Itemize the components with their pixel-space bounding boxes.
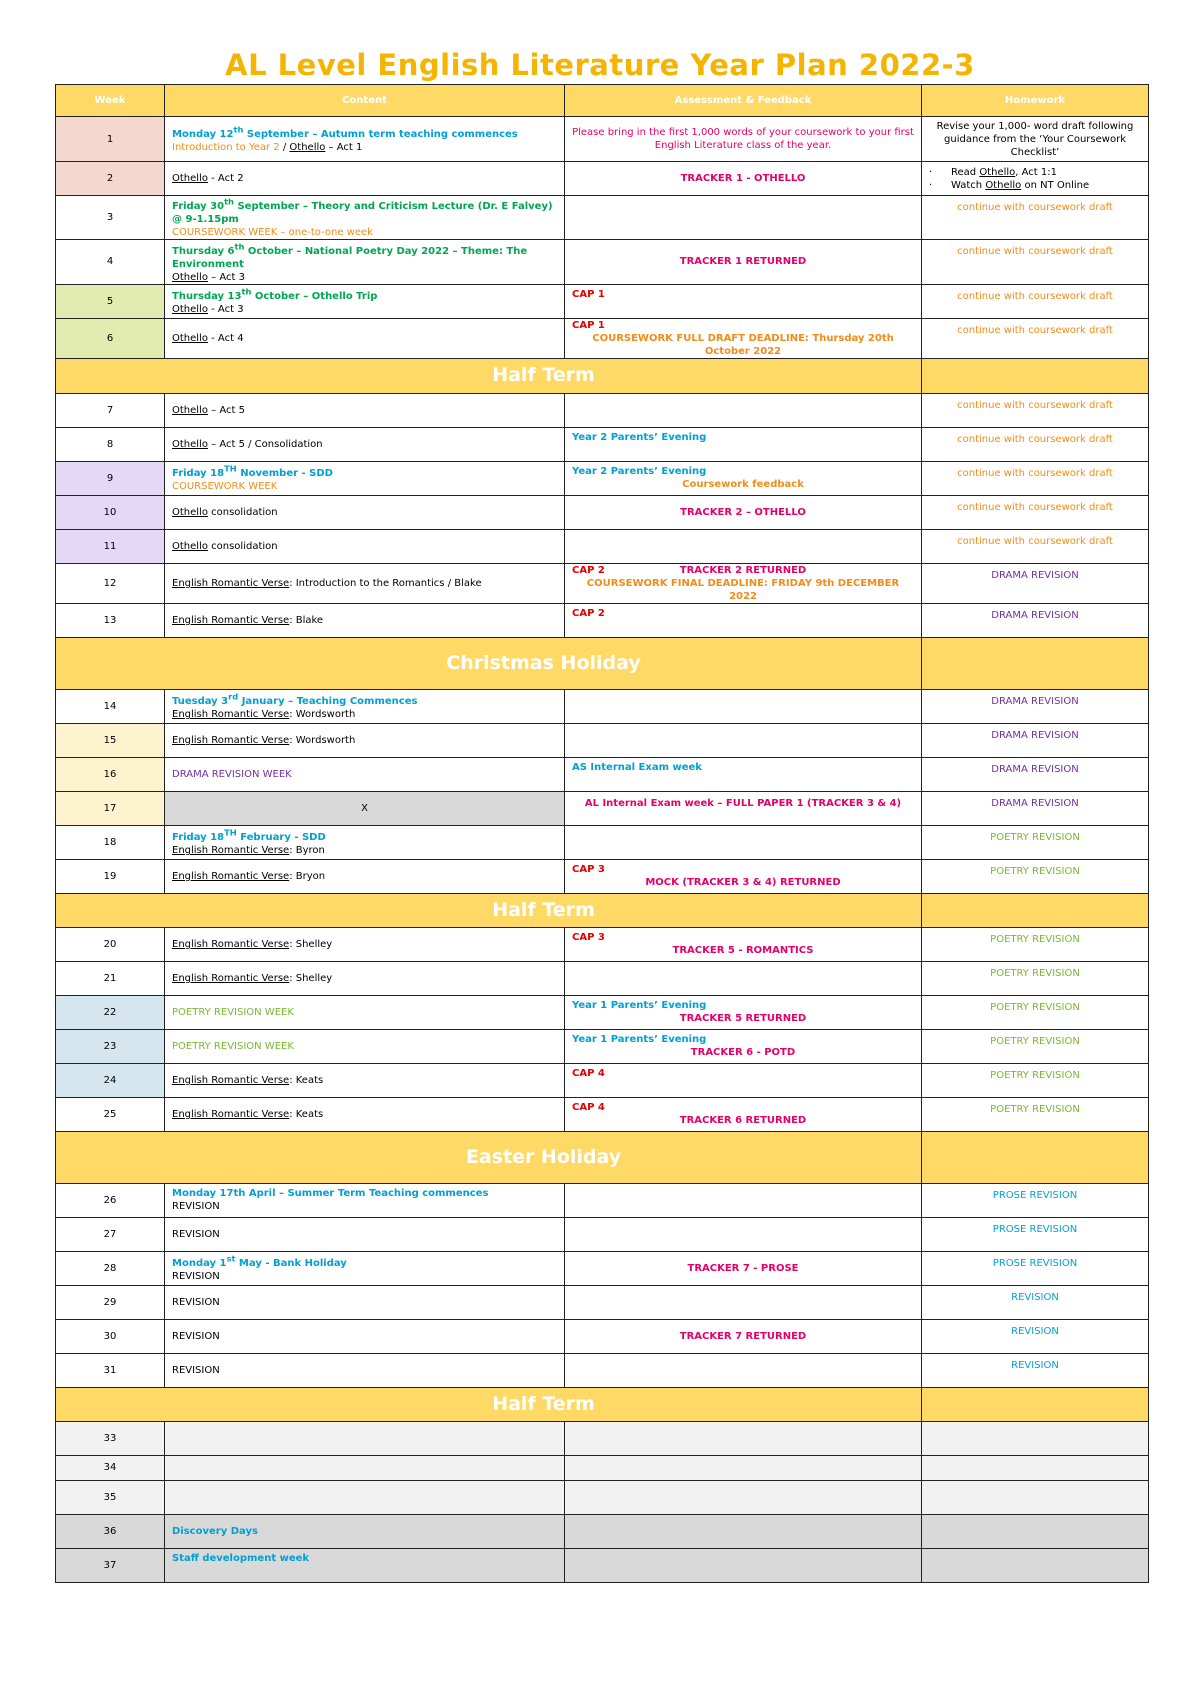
homework-cell: POETRY REVISION <box>922 1097 1149 1131</box>
week-number: 11 <box>56 529 165 563</box>
content-event: Monday 12th September – Autumn term teaching commences <box>172 124 518 141</box>
content-cell: Friday 18TH November - SDD COURSEWORK WEEK <box>165 461 565 495</box>
assessment-cell <box>565 1548 922 1582</box>
table-row <box>56 791 1149 825</box>
assessment-cell <box>565 196 922 240</box>
table-row <box>56 284 1149 318</box>
table-row <box>56 825 1149 859</box>
content-cell: REVISION <box>165 1319 565 1353</box>
homework-cell: REVISION <box>922 1319 1149 1353</box>
break-label: Half Term <box>56 1387 922 1421</box>
week-number: 26 <box>56 1183 165 1217</box>
week-number: 9 <box>56 461 165 495</box>
table-row <box>56 603 1149 637</box>
half-term-row <box>56 358 1149 393</box>
assessment-cell: CAP 3 TRACKER 5 - ROMANTICS <box>565 927 922 961</box>
break-label: Half Term <box>56 893 922 927</box>
homework-cell <box>922 162 1149 196</box>
assessment-cell <box>565 529 922 563</box>
content-cell: Othello consolidation <box>165 495 565 529</box>
content-cell: English Romantic Verse: Keats <box>165 1097 565 1131</box>
header-week: Week <box>56 85 165 117</box>
table-row <box>56 196 1149 240</box>
assessment-cell: AS Internal Exam week <box>565 757 922 791</box>
assessment-cell: CAP 3 MOCK (TRACKER 3 & 4) RETURNED <box>565 859 922 893</box>
table-row <box>56 1421 1149 1455</box>
week-number: 30 <box>56 1319 165 1353</box>
homework-cell <box>922 1548 1149 1582</box>
table-row <box>56 689 1149 723</box>
homework-cell: POETRY REVISION <box>922 825 1149 859</box>
assessment-cell <box>565 1480 922 1514</box>
assessment-cell: CAP 4 <box>565 1063 922 1097</box>
break-label: Easter Holiday <box>56 1131 922 1183</box>
week-number: 5 <box>56 284 165 318</box>
content-cell: English Romantic Verse: Introduction to the Romantics / Blake <box>165 563 565 603</box>
table-row <box>56 495 1149 529</box>
table-row <box>56 1029 1149 1063</box>
table-row <box>56 1480 1149 1514</box>
table-row <box>56 723 1149 757</box>
homework-cell: Revise your 1,000- word draft following guidance from the ‘Your Coursework Checklist’ <box>922 117 1149 162</box>
homework-cell: DRAMA REVISION <box>922 723 1149 757</box>
homework-cell: continue with coursework draft <box>922 529 1149 563</box>
assessment-cell <box>565 1514 922 1548</box>
assessment-cell <box>565 1353 922 1387</box>
table-row <box>56 1183 1149 1217</box>
homework-cell <box>922 1421 1149 1455</box>
content-cell: Monday 12th September – Autumn term teaching commences Introduction to Year 2 / Othello – Act 1 <box>165 117 565 162</box>
homework-bullet: · Watch Othello on NT Online <box>929 179 1090 191</box>
week-number: 13 <box>56 603 165 637</box>
homework-cell <box>922 1455 1149 1480</box>
assessment-cell <box>565 1455 922 1480</box>
header-assessment: Assessment & Feedback <box>565 85 922 117</box>
table-row <box>56 1097 1149 1131</box>
content-cell: REVISION <box>165 1285 565 1319</box>
content-cell: Othello – Act 5 <box>165 393 565 427</box>
christmas-row <box>56 637 1149 689</box>
week-number: 14 <box>56 689 165 723</box>
content-cell <box>165 1421 565 1455</box>
content-cell: English Romantic Verse: Shelley <box>165 961 565 995</box>
break-label: Christmas Holiday <box>56 637 922 689</box>
homework-cell: continue with coursework draft <box>922 240 1149 284</box>
half-term-row <box>56 1387 1149 1421</box>
assessment-cell: AL Internal Exam week – FULL PAPER 1 (TRACKER 3 & 4) <box>565 791 922 825</box>
content-cell: English Romantic Verse: Bryon <box>165 859 565 893</box>
week-number: 7 <box>56 393 165 427</box>
table-row <box>56 757 1149 791</box>
homework-cell: continue with coursework draft <box>922 284 1149 318</box>
assessment-cell <box>565 723 922 757</box>
assessment-cell <box>565 1217 922 1251</box>
homework-cell: continue with coursework draft <box>922 196 1149 240</box>
assessment-cell <box>565 393 922 427</box>
table-row <box>56 162 1149 196</box>
content-cell <box>165 1455 565 1480</box>
easter-row <box>56 1131 1149 1183</box>
assessment-cell <box>565 689 922 723</box>
table-row <box>56 1455 1149 1480</box>
week-number: 21 <box>56 961 165 995</box>
assessment-cell: TRACKER 1 - OTHELLO <box>565 162 922 196</box>
content-cell: Othello consolidation <box>165 529 565 563</box>
homework-cell: PROSE REVISION <box>922 1217 1149 1251</box>
week-number: 6 <box>56 318 165 358</box>
content-cell: Thursday 6th October – National Poetry Day 2022 – Theme: The Environment Othello – Act 3 <box>165 240 565 284</box>
content-cell: Friday 18TH February - SDD English Romantic Verse: Byron <box>165 825 565 859</box>
assessment-cell <box>565 961 922 995</box>
assessment-cell: TRACKER 7 - PROSE <box>565 1251 922 1285</box>
homework-cell: continue with coursework draft <box>922 393 1149 427</box>
assessment-cell: TRACKER 2 – OTHELLO <box>565 495 922 529</box>
table-row <box>56 393 1149 427</box>
homework-cell: PROSE REVISION <box>922 1251 1149 1285</box>
content-cell: English Romantic Verse: Shelley <box>165 927 565 961</box>
content-cell: Staff development week <box>165 1548 565 1582</box>
table-row <box>56 1285 1149 1319</box>
table-row <box>56 529 1149 563</box>
homework-bullet: · Read Othello, Act 1:1 <box>929 166 1057 178</box>
content-cell: Monday 1st May - Bank Holiday REVISION <box>165 1251 565 1285</box>
homework-cell: continue with coursework draft <box>922 461 1149 495</box>
assessment-cell <box>565 825 922 859</box>
content-cell: POETRY REVISION WEEK <box>165 1029 565 1063</box>
assessment-cell: TRACKER 7 RETURNED <box>565 1319 922 1353</box>
content-cell: Monday 17th April – Summer Term Teaching commences REVISION <box>165 1183 565 1217</box>
content-cell: Friday 30th September – Theory and Criticism Lecture (Dr. E Falvey) @ 9-1.15pm COURSEWORK WEEK – one-to-one week <box>165 196 565 240</box>
assessment-cell: CAP 1 COURSEWORK FULL DRAFT DEADLINE: Thursday 20th October 2022 <box>565 318 922 358</box>
homework-cell: POETRY REVISION <box>922 995 1149 1029</box>
week-number: 2 <box>56 162 165 196</box>
year-plan-table <box>55 84 1149 1583</box>
content-cell: REVISION <box>165 1353 565 1387</box>
week-number: 3 <box>56 196 165 240</box>
table-row <box>56 1319 1149 1353</box>
homework-cell: PROSE REVISION <box>922 1183 1149 1217</box>
week-number: 24 <box>56 1063 165 1097</box>
assessment-cell: CAP 1 <box>565 284 922 318</box>
table-row <box>56 461 1149 495</box>
content-cell: X <box>165 791 565 825</box>
break-label: Half Term <box>56 358 922 393</box>
assessment-cell: TRACKER 1 RETURNED <box>565 240 922 284</box>
table-row <box>56 1063 1149 1097</box>
content-cell: DRAMA REVISION WEEK <box>165 757 565 791</box>
week-number: 22 <box>56 995 165 1029</box>
content-cell <box>165 1480 565 1514</box>
assessment-cell <box>565 1183 922 1217</box>
table-row <box>56 961 1149 995</box>
homework-cell: DRAMA REVISION <box>922 757 1149 791</box>
content-cell: Othello – Act 5 / Consolidation <box>165 427 565 461</box>
assessment-cell <box>565 1285 922 1319</box>
assessment-cell: Year 2 Parents’ Evening <box>565 427 922 461</box>
homework-cell: continue with coursework draft <box>922 495 1149 529</box>
header-homework: Homework <box>922 85 1149 117</box>
week-number: 15 <box>56 723 165 757</box>
week-number: 10 <box>56 495 165 529</box>
week-number: 1 <box>56 117 165 162</box>
table-row <box>56 117 1149 162</box>
week-number: 25 <box>56 1097 165 1131</box>
table-row <box>56 1217 1149 1251</box>
homework-cell: continue with coursework draft <box>922 427 1149 461</box>
week-number: 4 <box>56 240 165 284</box>
assessment-cell: Year 1 Parents’ Evening TRACKER 5 RETURNED <box>565 995 922 1029</box>
week-number: 37 <box>56 1548 165 1582</box>
week-number: 36 <box>56 1514 165 1548</box>
table-row <box>56 1514 1149 1548</box>
week-number: 29 <box>56 1285 165 1319</box>
assessment-cell: Year 1 Parents’ Evening TRACKER 6 - POTD <box>565 1029 922 1063</box>
table-row <box>56 563 1149 603</box>
table-row <box>56 240 1149 284</box>
assessment-cell: CAP 2 <box>565 603 922 637</box>
table-row <box>56 1251 1149 1285</box>
homework-cell <box>922 1480 1149 1514</box>
week-number: 19 <box>56 859 165 893</box>
week-number: 31 <box>56 1353 165 1387</box>
table-row <box>56 995 1149 1029</box>
assessment-cell: CAP 2 TRACKER 2 RETURNED COURSEWORK FINAL DEADLINE: FRIDAY 9th DECEMBER 2022 <box>565 563 922 603</box>
half-term-row <box>56 893 1149 927</box>
table-row <box>56 427 1149 461</box>
week-number: 18 <box>56 825 165 859</box>
homework-cell: DRAMA REVISION <box>922 563 1149 603</box>
week-number: 17 <box>56 791 165 825</box>
homework-cell: DRAMA REVISION <box>922 689 1149 723</box>
week-number: 8 <box>56 427 165 461</box>
assessment-cell <box>565 1421 922 1455</box>
header-content: Content <box>165 85 565 117</box>
content-cell: English Romantic Verse: Blake <box>165 603 565 637</box>
week-number: 33 <box>56 1421 165 1455</box>
week-number: 27 <box>56 1217 165 1251</box>
content-cell: English Romantic Verse: Wordsworth <box>165 723 565 757</box>
table-row <box>56 927 1149 961</box>
content-cell: English Romantic Verse: Keats <box>165 1063 565 1097</box>
week-number: 12 <box>56 563 165 603</box>
homework-cell: DRAMA REVISION <box>922 603 1149 637</box>
homework-cell: POETRY REVISION <box>922 961 1149 995</box>
assessment-cell: CAP 4 TRACKER 6 RETURNED <box>565 1097 922 1131</box>
homework-cell: REVISION <box>922 1285 1149 1319</box>
week-number: 16 <box>56 757 165 791</box>
table-row <box>56 318 1149 358</box>
week-number: 34 <box>56 1455 165 1480</box>
page-title: AL Level English Literature Year Plan 2022-3 <box>225 48 975 82</box>
assessment-cell: Year 2 Parents’ Evening Coursework feedback <box>565 461 922 495</box>
table-row <box>56 859 1149 893</box>
week-number: 23 <box>56 1029 165 1063</box>
content-cell: Thursday 13th October – Othello Trip Othello - Act 3 <box>165 284 565 318</box>
homework-cell <box>922 1514 1149 1548</box>
week-number: 20 <box>56 927 165 961</box>
homework-cell: POETRY REVISION <box>922 859 1149 893</box>
homework-cell: REVISION <box>922 1353 1149 1387</box>
content-cell: REVISION <box>165 1217 565 1251</box>
content-cell: Discovery Days <box>165 1514 565 1548</box>
week-number: 35 <box>56 1480 165 1514</box>
assessment-cell: Please bring in the first 1,000 words of your coursework to your first English Literature class of the year. <box>565 117 922 162</box>
homework-cell: continue with coursework draft <box>922 318 1149 358</box>
homework-cell: POETRY REVISION <box>922 927 1149 961</box>
content-cell: Othello - Act 4 <box>165 318 565 358</box>
content-cell: Othello - Act 2 <box>165 162 565 196</box>
table-row <box>56 1548 1149 1582</box>
header-row <box>56 85 1149 117</box>
homework-cell: DRAMA REVISION <box>922 791 1149 825</box>
content-cell: POETRY REVISION WEEK <box>165 995 565 1029</box>
week-number: 28 <box>56 1251 165 1285</box>
homework-cell: POETRY REVISION <box>922 1063 1149 1097</box>
table-row <box>56 1353 1149 1387</box>
content-cell: Tuesday 3rd January – Teaching Commences English Romantic Verse: Wordsworth <box>165 689 565 723</box>
homework-cell: POETRY REVISION <box>922 1029 1149 1063</box>
